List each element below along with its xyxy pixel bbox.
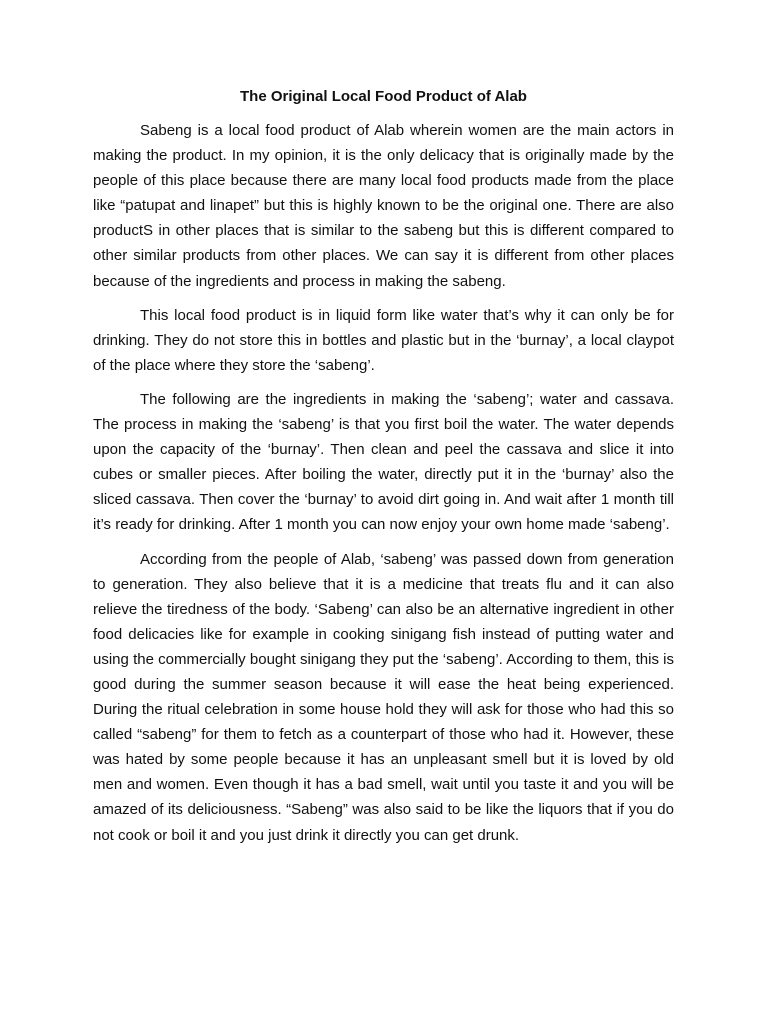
paragraph-ingredients: The following are the ingredients in making the ‘sabeng’; water and cassava. The process in making the ‘sabeng’ is that you first boil the water. The water depends upon the capacity of the ‘burnay’. Then clean and peel the cassava and slice it into cubes or smaller pieces. After boiling the water, directly put it in the ‘burnay’ also the sliced cassava. Then cover the ‘burnay’ to avoid dirt going in. And wait after 1 month till it’s ready for drinking. After 1 month you can now enjoy your own home made ‘sabeng’. bbox=[93, 390, 674, 534]
paragraph-beliefs: According from the people of Alab, ‘sabeng’ was passed down from generation to generation. They also believe that it is a medicine that treats flu and it can also relieve the tiredness of the body. ‘Sabeng’ can also be an alternative ingredient in other food delicacies like for example in cooking sinigang fish instead of putting water and using the commercially bought sinigang they put the ‘sabeng’. According to them, this is good during the summer season because it will ease the heat being experienced. During the ritual celebration in some house hold they will ask for those who had this so called “sabeng” for them to fetch as a counterpart of those who had it. However, these was hated by some people because it has an unpleasant smell but it is loved by old men and women. Even though it has a bad smell, wait until you taste it and you will be amazed of its deliciousness. “Sabeng” was also said to be like the liquors that if you do not cook or boil it and you just drink it directly you can get drunk. bbox=[93, 550, 674, 844]
paragraph-intro: Sabeng is a local food product of Alab wherein women are the main actors in making the product. In my opinion, it is the only delicacy that is originally made by the people of this place because there are many local food products made from the place like “patupat and linapet” but this is highly known to be the original one. There are also productS in other places that is similar to the sabeng but this is different compared to other similar products from other places. We can say it is different from other places because of the ingredients and process in making the sabeng. bbox=[93, 122, 674, 290]
document-page bbox=[93, 86, 674, 857]
document-title: The Original Local Food Product of Alab bbox=[240, 88, 527, 105]
paragraph-form: This local food product is in liquid form like water that’s why it can only be for drinking. They do not store this in bottles and plastic but in the ‘burnay’, a local claypot of the place where they store the ‘sabeng’. bbox=[93, 306, 674, 374]
